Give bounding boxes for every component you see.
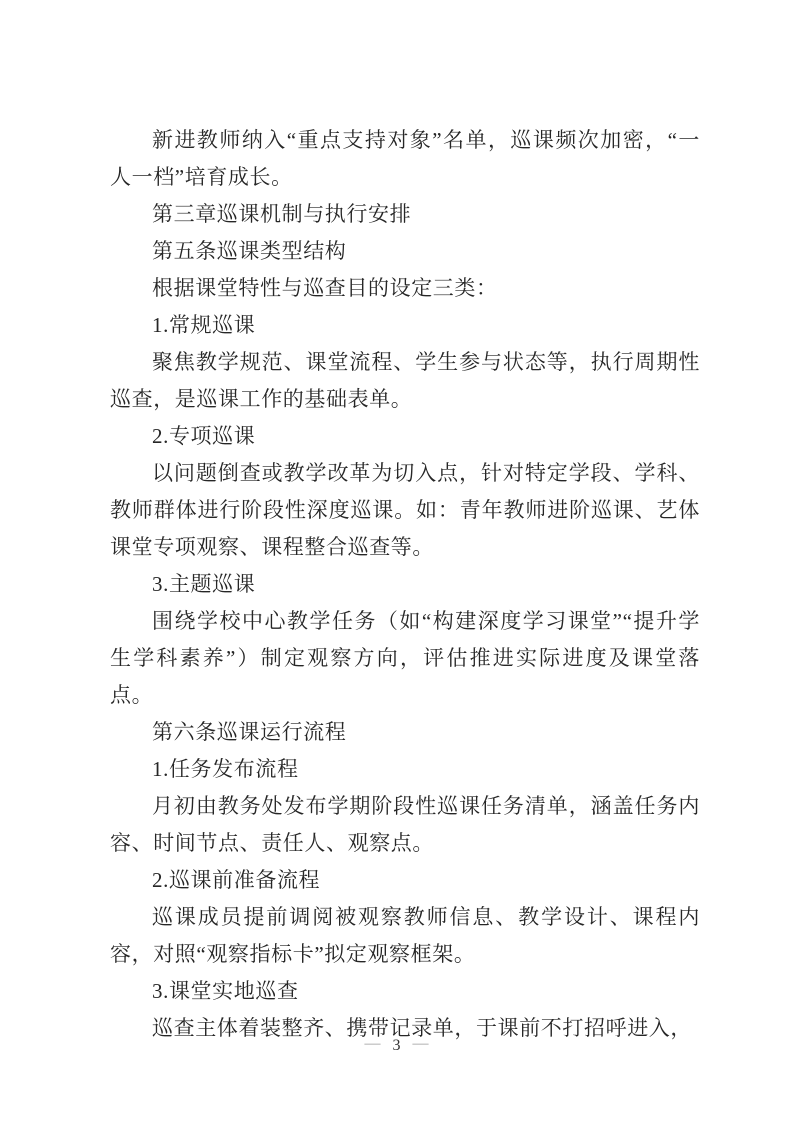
article-heading: 第六条巡课运行流程 — [152, 720, 347, 744]
numbered-item: 3.课堂实地巡查 — [152, 979, 299, 1003]
body-paragraph: 新进教师纳入“重点支持对象”名单，巡课频次加密，“一人一档”培育成长。 — [110, 128, 700, 189]
numbered-item: 3.主题巡课 — [152, 572, 256, 596]
numbered-item: 1.任务发布流程 — [152, 757, 299, 781]
body-paragraph: 月初由教务处发布学期阶段性巡课任务清单，涵盖任务内容、时间节点、责任人、观察点。 — [110, 794, 700, 855]
document-body — [110, 122, 700, 1047]
numbered-item: 2.专项巡课 — [152, 424, 256, 448]
body-paragraph: 巡课成员提前调阅被观察教师信息、教学设计、课程内容，对照“观察指标卡”拟定观察框架。 — [110, 905, 700, 966]
body-paragraph: 根据课堂特性与巡查目的设定三类： — [152, 276, 498, 300]
numbered-item: 2.巡课前准备流程 — [152, 868, 321, 892]
page-number: 3 — [392, 1037, 401, 1054]
body-paragraph: 围绕学校中心教学任务（如“构建深度学习课堂”“提升学生学科素养”）制定观察方向，评估推进实际进度及课堂落点。 — [110, 609, 700, 707]
numbered-item: 1.常规巡课 — [152, 313, 256, 337]
body-paragraph: 以问题倒查或教学改革为切入点，针对特定学段、学科、教师群体进行阶段性深度巡课。如：青年教师进阶巡课、艺体课堂专项观察、课程整合巡查等。 — [110, 461, 700, 559]
page-footer — [0, 1035, 793, 1057]
footer-dash-right: — — [412, 1035, 429, 1052]
body-paragraph: 巡查主体着装整齐、携带记录单，于课前不打招呼进入， — [152, 1016, 692, 1040]
body-paragraph: 聚焦教学规范、课堂流程、学生参与状态等，执行周期性巡查，是巡课工作的基础表单。 — [110, 350, 700, 411]
article-heading: 第五条巡课类型结构 — [152, 239, 347, 263]
chapter-heading: 第三章巡课机制与执行安排 — [152, 202, 412, 226]
footer-dash-left: — — [364, 1035, 381, 1052]
